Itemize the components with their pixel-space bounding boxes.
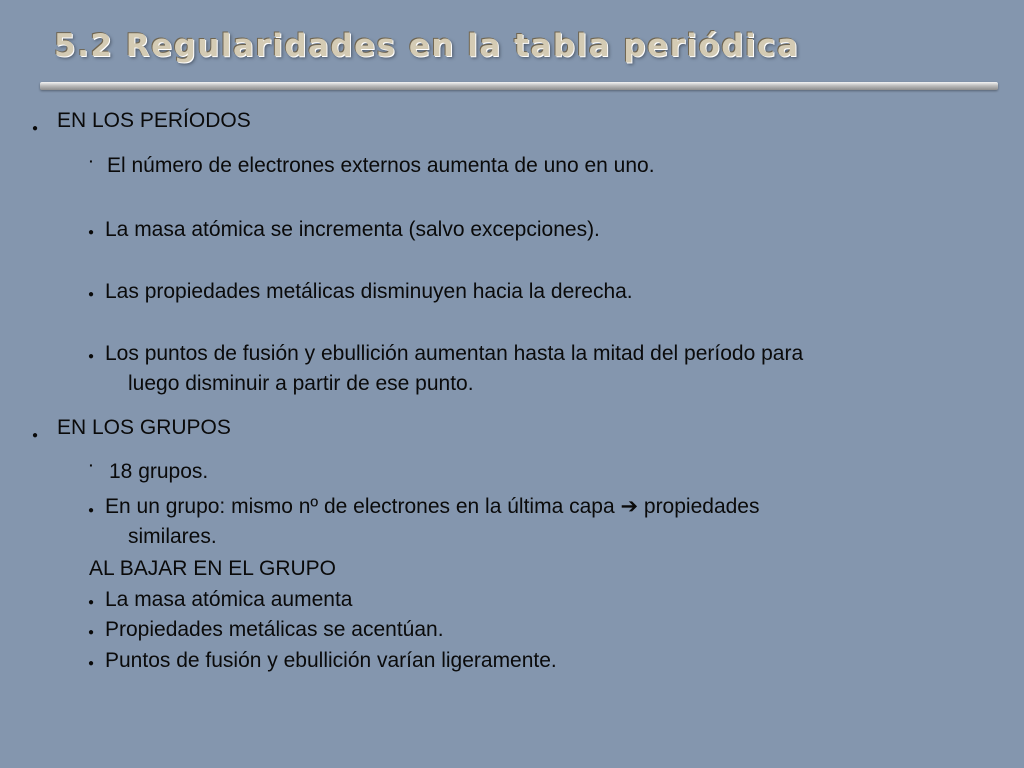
bullet-icon: ● [32, 430, 39, 441]
bullet-icon: ● [32, 123, 39, 134]
list-item-continuation: luego disminuir a partir de ese punto. [128, 372, 474, 395]
list-item: Las propiedades metálicas disminuyen hacia la derecha. [105, 280, 633, 303]
bullet-icon: ● [88, 505, 95, 516]
subheading-down-group: AL BAJAR EN EL GRUPO [89, 557, 337, 580]
list-item: 18 grupos. [109, 460, 209, 483]
list-item: La masa atómica se incrementa (salvo excepciones). [105, 218, 600, 241]
bullet-icon: ● [88, 289, 95, 300]
bullet-icon: ● [88, 597, 95, 608]
section-heading-groups: EN LOS GRUPOS [57, 416, 231, 439]
slide-title: 5.2 Regularidades en la tabla periódica [54, 28, 800, 64]
section-heading-periods: EN LOS PERÍODOS [57, 109, 251, 132]
bullet-icon: ● [88, 658, 95, 669]
bullet-icon: ● [88, 227, 95, 238]
list-item: Propiedades metálicas se acentúan. [105, 618, 444, 641]
square-bullet-icon: · [89, 153, 94, 169]
square-bullet-icon: · [89, 457, 94, 473]
bullet-icon: ● [88, 627, 95, 638]
list-item: El número de electrones externos aumenta de uno en uno. [107, 154, 655, 177]
list-item: Los puntos de fusión y ebullición aumentan hasta la mitad del período para [105, 342, 804, 365]
list-item-continuation: similares. [128, 525, 217, 548]
list-item: La masa atómica aumenta [105, 588, 353, 611]
title-underline [40, 82, 998, 90]
bullet-icon: ● [88, 351, 95, 362]
list-item: En un grupo: mismo nº de electrones en la última capa ➔ propiedades [105, 495, 760, 518]
list-item: Puntos de fusión y ebullición varían ligeramente. [105, 649, 557, 672]
